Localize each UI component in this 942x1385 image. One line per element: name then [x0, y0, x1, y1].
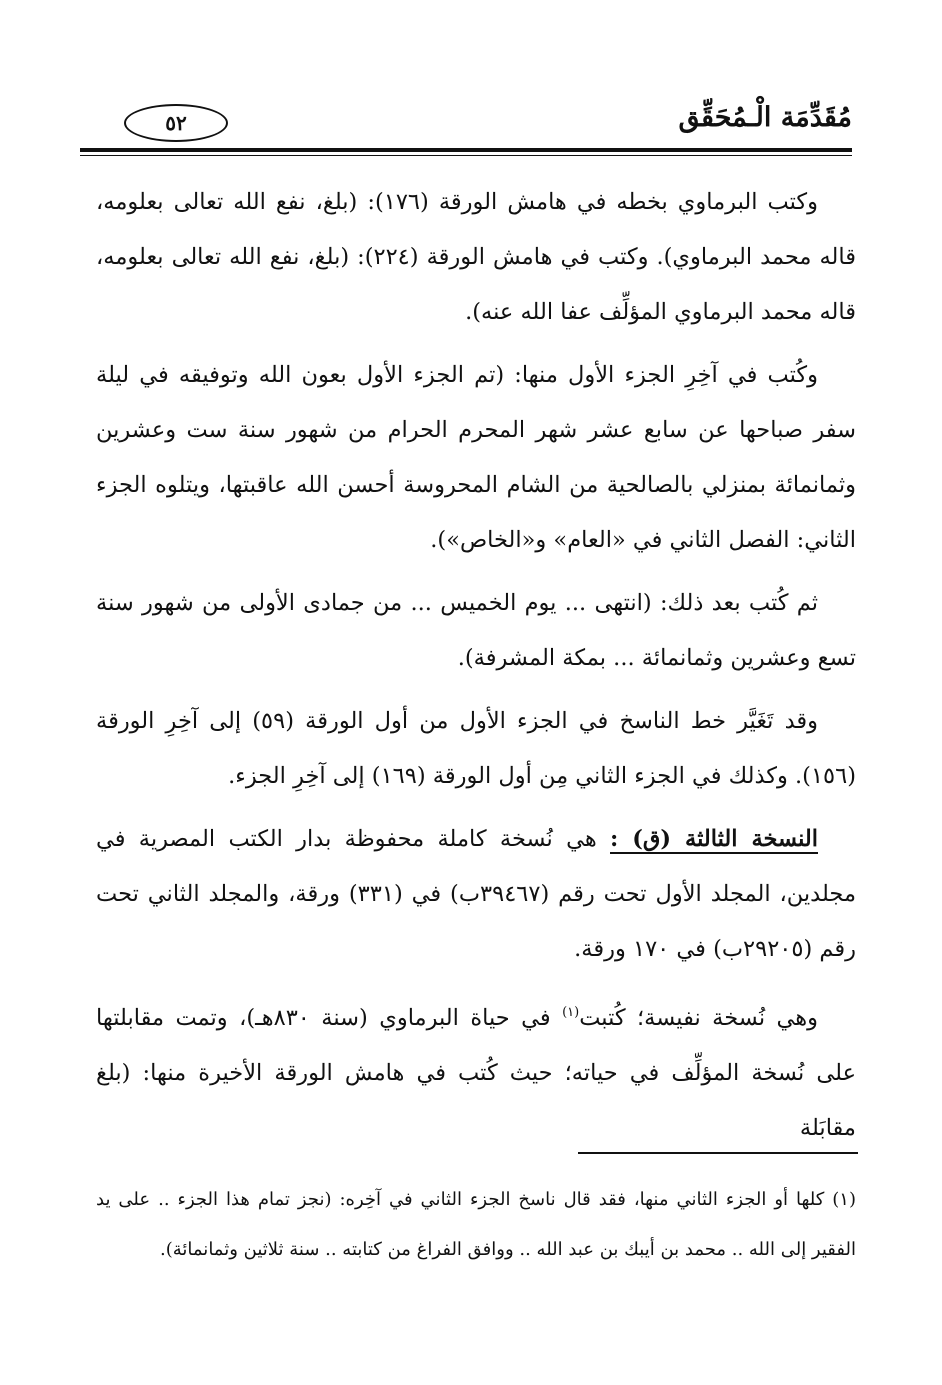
page-number: ٥٢ [124, 104, 228, 142]
footnotes [96, 1175, 856, 1275]
paragraph-6-before: وهي نُسخة نفيسة؛ كُتبت [579, 1005, 819, 1031]
paragraph-4: وقد تَغَيَّر خط الناسخ في الجزء الأول من أول الورقة (٥٩) إلى آخِرِ الورقة (١٥٦). وكذلك في الجزء الثاني مِن أول الورقة (١٦٩) إلى آخِرِ الجزء. [96, 708, 856, 789]
paragraph-2: وكُتب في آخِرِ الجزء الأول منها: (تم الجزء الأول بعون الله وتوفيقه في ليلة سفر صباحها عن سابع عشر شهر المحرم الحرام من شهور سنة ست وعشرين وثمانمائة بمنزلي بالصالحية من الشام المحروسة أحسن الله عاقبتها، ويتلوه الجزء الثاني: الفصل الثاني في «العام» و«الخاص»). [96, 362, 856, 553]
header-rule-thick [80, 148, 852, 152]
paragraph-3: ثم كُتب بعد ذلك: (انتهى ... يوم الخميس ... من جمادى الأولى من شهور سنة تسع وعشرين وثمانمائة ... بمكة المشرفة). [96, 590, 856, 671]
footnote-reference[interactable]: (١) [562, 1005, 580, 1020]
paragraph-5 [96, 812, 856, 977]
paragraph-6 [96, 985, 856, 1156]
header-rule-thin [80, 155, 852, 156]
paragraph-6-after: في حياة البرماوي (سنة ٨٣٠هـ)، وتمت مقابلتها على نُسخة المؤلِّف في حياته؛ حيث كُتب في هامش الورقة الأخيرة منها: (بلغ مقابَلة [96, 1005, 856, 1141]
paragraph-1: وكتب البرماوي بخطه في هامش الورقة (١٧٦): (بلغ، نفع الله تعالى بعلومه، قاله محمد البرماوي). وكتب في هامش الورقة (٢٢٤): (بلغ، نفع الله تعالى بعلومه، قاله محمد البرماوي المؤلِّف عفا الله عنه). [96, 189, 857, 325]
running-title: مُقَدِّمَة الْـمُحَقِّق [678, 102, 852, 133]
page-header [80, 90, 852, 150]
third-copy-heading: النسخة الثالثة (ق) : [610, 826, 818, 852]
footnote-1: (١) كلها أو الجزء الثاني منها، فقد قال ناسخ الجزء الثاني في آخِره: (نجز تمام هذا الجزء .. على يد الفقير إلى الله .. محمد بن أيبك بن عبد الله .. ووافق الفراغ من كتابته .. سنة ثلاثين وثمانمائة). [96, 1189, 856, 1260]
footnote-separator [578, 1152, 858, 1154]
main-text [96, 175, 856, 1164]
paragraph-5-text: هي نُسخة كاملة محفوظة بدار الكتب المصرية في مجلدين، المجلد الأول تحت رقم (٣٩٤٦٧ب) في (٣٣١) ورقة، والمجلد الثاني تحت رقم (٢٩٢٠٥ب) في ١٧٠ ورقة. [96, 826, 856, 962]
